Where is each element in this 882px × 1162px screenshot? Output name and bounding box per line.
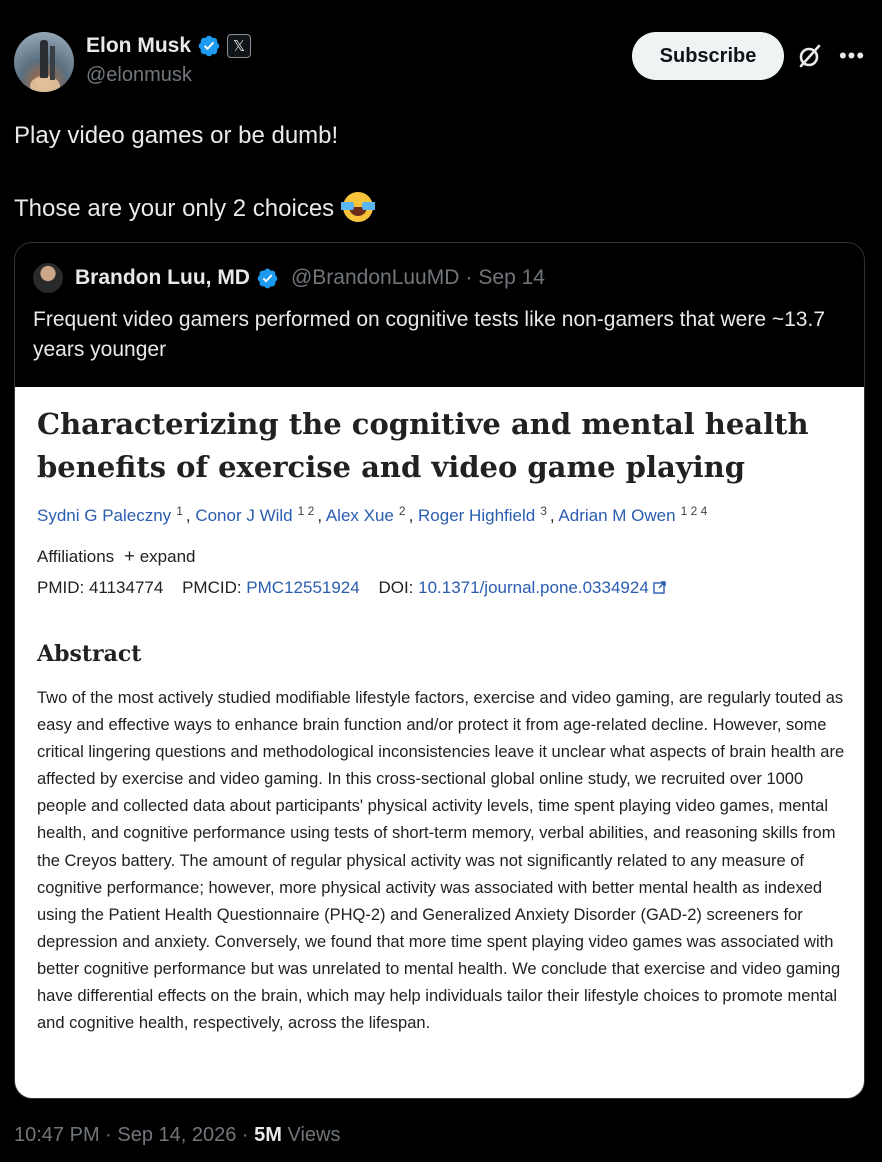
quoted-author-name[interactable]: Brandon Luu, MD bbox=[75, 266, 250, 289]
quoted-author-avatar[interactable] bbox=[33, 263, 63, 293]
quoted-post[interactable] bbox=[14, 242, 865, 1099]
tears-of-joy-emoji-icon bbox=[343, 192, 373, 222]
paper-authors: Sydni G Paleczny $^1$ , Conor J Wild $^{1 2}$ , Alex Xue $^2$ , Roger Highfield $^3$ , Adrian M Owen $^{1 2 4}$ bbox=[37, 504, 708, 525]
doi-label: DOI: bbox=[378, 578, 419, 597]
post-text bbox=[14, 118, 864, 227]
post-text-line-2 bbox=[14, 191, 864, 227]
paper-affiliations bbox=[37, 546, 195, 567]
paper-title: Characterizing the cognitive and mental health benefits of exercise and video game playing bbox=[37, 407, 809, 484]
author-name[interactable]: Elon Musk bbox=[86, 34, 192, 57]
avatar-tower bbox=[50, 46, 55, 80]
post-timestamp[interactable]: 10:47 PM · Sep 14, 2026 · bbox=[14, 1124, 255, 1146]
views-count: 5M bbox=[254, 1124, 282, 1146]
quoted-verified-badge-icon bbox=[256, 267, 279, 290]
abstract-heading: Abstract bbox=[37, 641, 142, 667]
affiliations-label: Affiliations bbox=[37, 547, 115, 566]
pmid-value: 41134774 bbox=[88, 578, 164, 597]
paper-identifiers bbox=[37, 578, 666, 598]
paper-author-link: Sydni G Paleczny bbox=[37, 506, 172, 525]
paper-author-link: Conor J Wild bbox=[195, 506, 293, 525]
paper-author-sup: 1 2 bbox=[297, 504, 315, 518]
paper-author-link: Adrian M Owen bbox=[558, 506, 676, 525]
quoted-separator: · bbox=[465, 266, 473, 289]
paper-author-link: Roger Highfield bbox=[418, 506, 536, 525]
avatar-rocket bbox=[40, 40, 48, 78]
quoted-author-handle[interactable]: @BrandonLuuMD bbox=[290, 266, 460, 289]
quoted-post-header bbox=[33, 263, 545, 293]
x-affiliate-badge-icon[interactable]: 𝕏 bbox=[227, 34, 251, 58]
author-name-row bbox=[86, 32, 251, 60]
subscribe-button[interactable]: Subscribe bbox=[632, 32, 784, 80]
pmcid-link: PMC12551924 bbox=[246, 578, 360, 597]
abstract-text: Two of the most actively studied modifiable lifestyle factors, exercise and video gaming, are regularly touted as easy and effective ways to enhance brain function and/or protect it from age-related decline. However, some critical lingering questions and methodological inconsistencies leave it unclear what aspects of brain health are affected by exercise and video gaming. In this cross-sectional global online study, we recruited over 1000 people and collected data about participants' physical activity levels, time spent playing video games, mental health, and cognitive performance using tests of short-term memory, verbal abilities, and reasoning skills from the Creyos battery. The amount of regular physical activity was not significantly related to any measure of cognitive performance; however, more physical activity was associated with better mental health as indexed using the Patient Health Questionnaire (PHQ-2) and Generalized Anxiety Disorder (GAD-2) screeners for depression and anxiety. Conversely, we found that more time spent playing video games was associated with better cognitive performance but was unrelated to mental health. We conclude that exercise and video gaming have differential effects on the brain, which may help individuals tailor their lifestyle choices to promote mental and cognitive health, respectively, across the lifespan. bbox=[37, 689, 845, 1033]
quoted-image-paper[interactable] bbox=[15, 387, 865, 1099]
plus-icon: + bbox=[124, 546, 135, 566]
author-avatar[interactable] bbox=[14, 32, 74, 92]
post-text-line-1: Play video games or be dumb! bbox=[14, 122, 339, 149]
paper-author-link: Alex Xue bbox=[325, 506, 394, 525]
quoted-date[interactable]: Sep 14 bbox=[478, 266, 545, 289]
paper-author-sup: 1 bbox=[176, 504, 183, 518]
post-meta bbox=[14, 1124, 341, 1147]
doi-link: 10.1371/journal.pone.0334924 bbox=[418, 578, 649, 597]
post-text-line-2-text: Those are your only 2 choices bbox=[14, 195, 335, 222]
verified-badge-icon[interactable] bbox=[197, 34, 221, 58]
expand-label: expand bbox=[139, 547, 196, 566]
paper-author-sup: 3 bbox=[540, 504, 547, 518]
more-options-icon[interactable]: ••• bbox=[838, 43, 866, 68]
external-link-icon bbox=[653, 581, 666, 594]
quoted-post-text: Frequent video gamers performed on cognitive tests like non-gamers that were ~13.7 years younger bbox=[33, 308, 826, 361]
views-label: Views bbox=[281, 1124, 341, 1146]
author-handle[interactable]: @elonmusk bbox=[86, 64, 192, 86]
author-block bbox=[86, 32, 251, 87]
pmid-label: PMID: bbox=[37, 578, 89, 597]
paper-author-sup: 1 2 4 bbox=[680, 504, 708, 518]
paper-author-sup: 2 bbox=[398, 504, 406, 518]
avatar-plume bbox=[30, 76, 60, 92]
pmcid-label: PMCID: bbox=[182, 578, 247, 597]
grok-icon[interactable] bbox=[796, 42, 824, 70]
